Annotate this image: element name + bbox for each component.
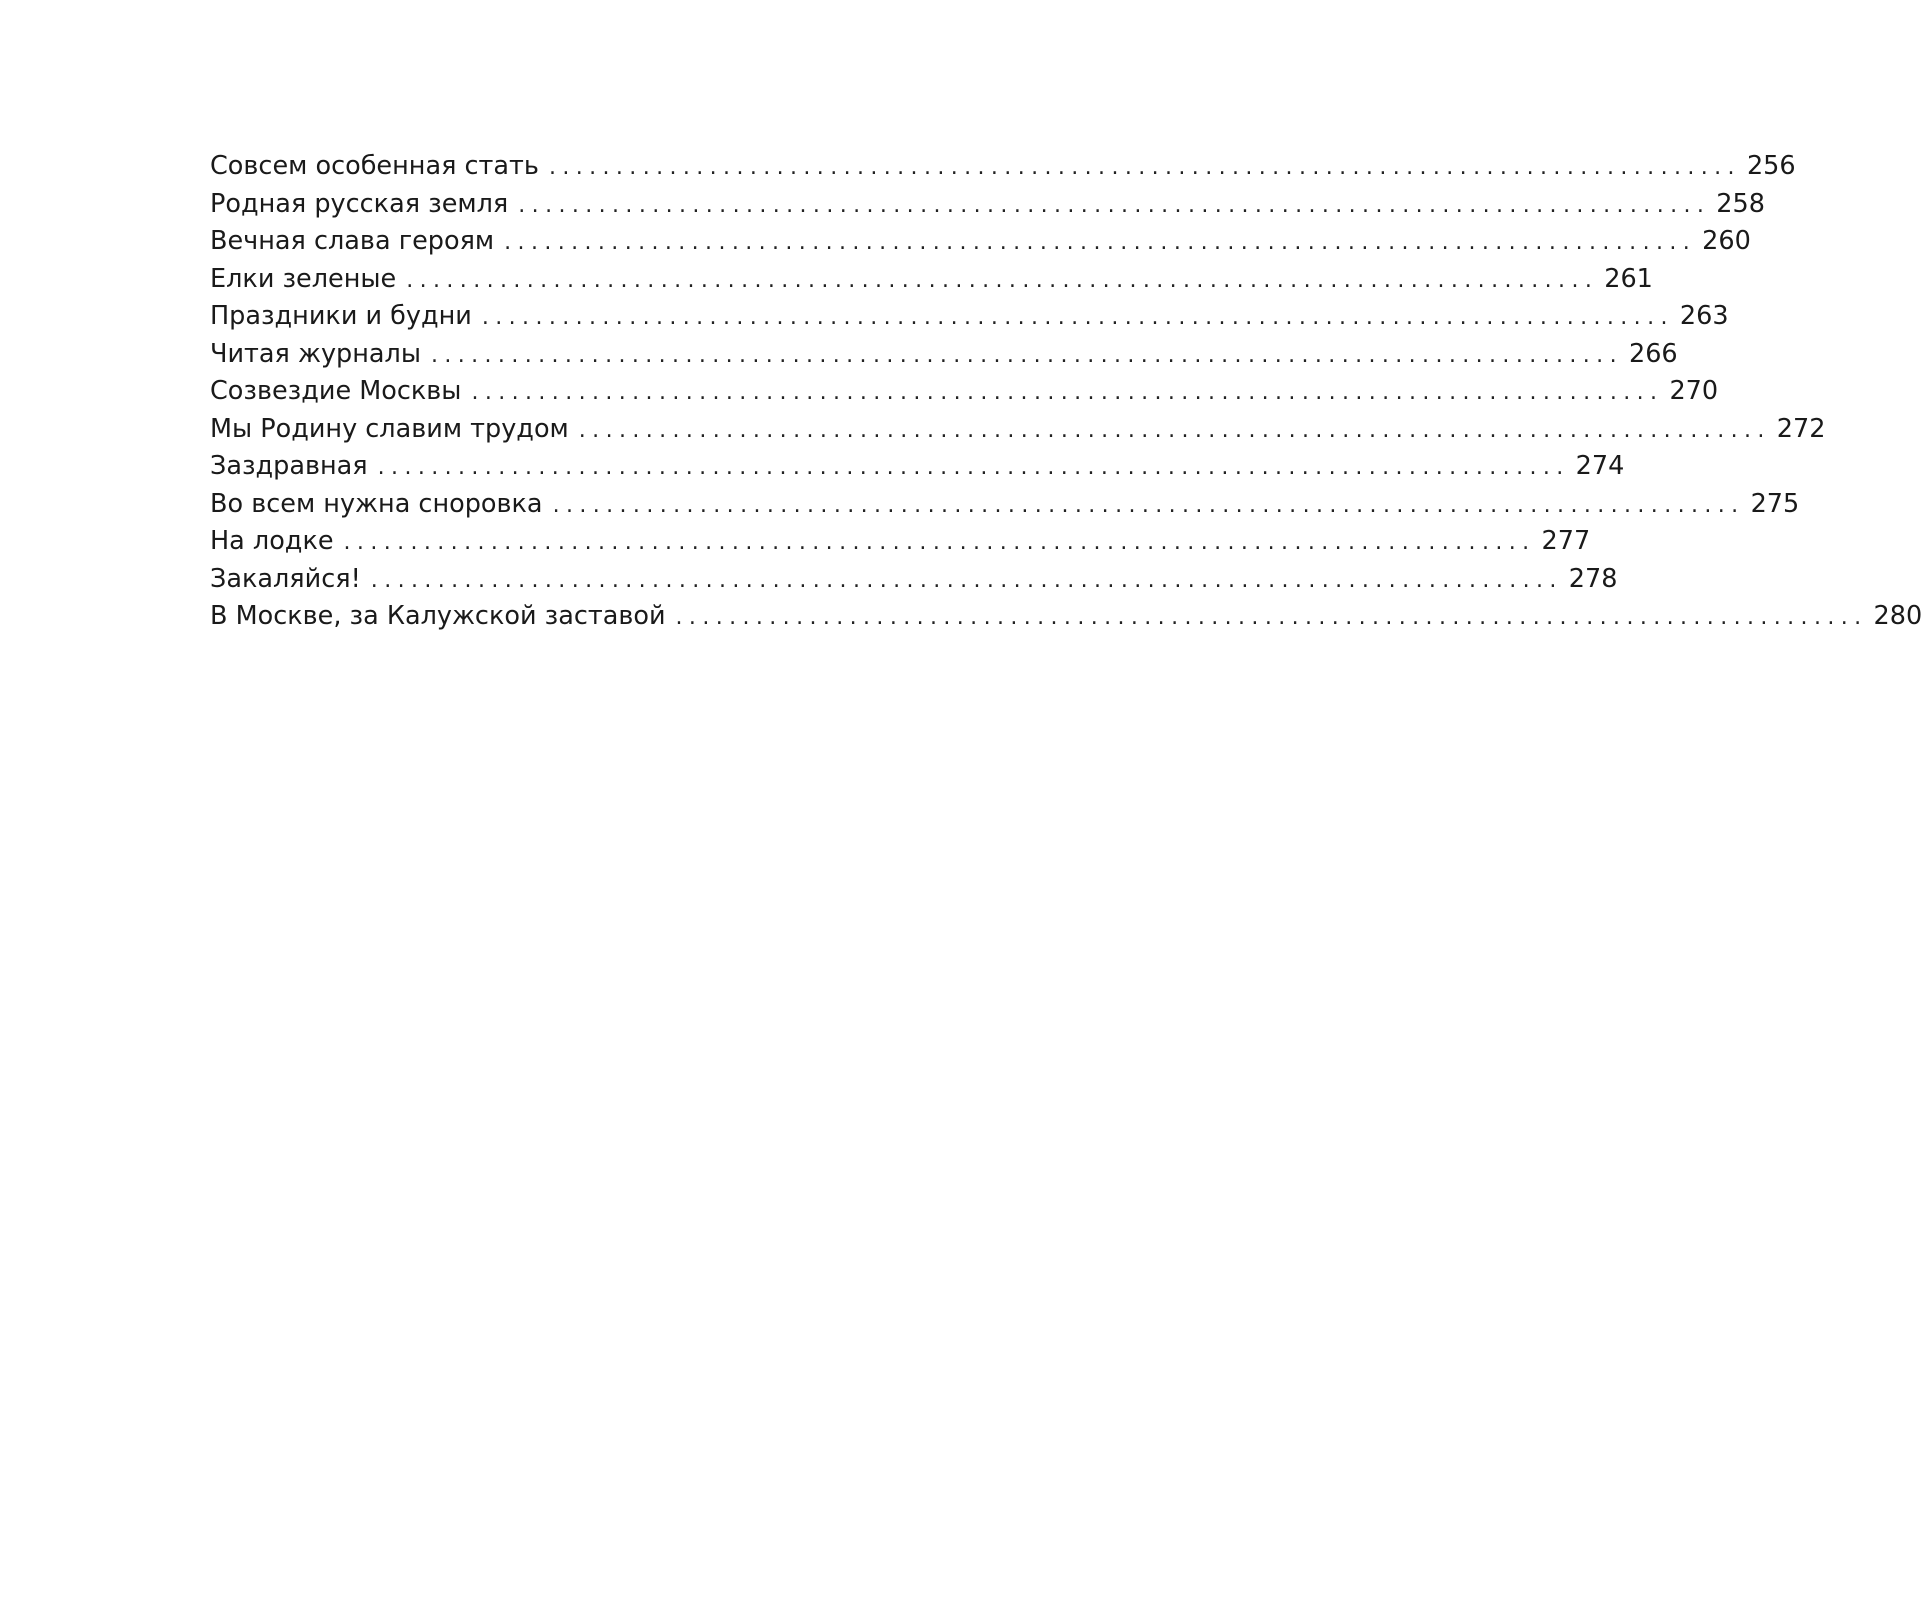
toc-entry[interactable] [210, 298, 1729, 336]
table-of-contents [210, 148, 1922, 636]
dot-leader: ......................................................................................... [343, 530, 1536, 555]
toc-entry-title: Родная русская земля [210, 188, 509, 219]
toc-entry-page: 261 [1604, 263, 1653, 294]
toc-entry-page: 277 [1541, 526, 1591, 556]
toc-entry-page: 258 [1716, 188, 1765, 219]
toc-entry[interactable] [210, 186, 1765, 224]
dot-leader: ......................................................................................... [578, 417, 1771, 443]
toc-entry-page: 274 [1575, 451, 1625, 481]
toc-entry[interactable] [210, 336, 1678, 374]
dot-leader: ......................................................................................... [471, 380, 1664, 405]
toc-entry-title: Елки зеленые [210, 263, 397, 294]
toc-entry[interactable] [210, 373, 1719, 411]
toc-entry-page: 266 [1628, 338, 1678, 369]
toc-entry-page: 260 [1702, 226, 1751, 256]
dot-leader: ......................................................................................... [430, 342, 1623, 368]
dot-leader: ......................................................................................... [548, 155, 1741, 180]
toc-entry[interactable] [210, 598, 1922, 636]
dot-leader: ......................................................................................... [377, 455, 1570, 480]
toc-entry-page: 256 [1746, 151, 1796, 181]
dot-leader: ......................................................................................... [518, 192, 1711, 218]
toc-entry-title: Совсем особенная стать [210, 151, 539, 181]
toc-entry[interactable] [210, 561, 1618, 599]
dot-leader: ......................................................................................... [481, 305, 1674, 330]
toc-entry[interactable] [210, 486, 1800, 524]
toc-entry-title: Закаляйся! [210, 563, 361, 594]
toc-entry-page: 263 [1679, 301, 1729, 331]
toc-entry-page: 280 [1873, 601, 1922, 631]
toc-entry-title: Заздравная [210, 451, 368, 481]
toc-entry[interactable] [210, 448, 1625, 486]
toc-entry-page: 275 [1750, 488, 1800, 519]
dot-leader: ......................................................................................... [370, 567, 1563, 593]
toc-entry-page: 270 [1669, 376, 1719, 406]
dot-leader: ......................................................................................... [406, 267, 1599, 293]
toc-entry-page: 272 [1776, 413, 1826, 444]
dot-leader: ......................................................................................... [675, 605, 1868, 630]
toc-entry-title: Мы Родину славим трудом [210, 413, 569, 444]
toc-entry[interactable] [210, 261, 1653, 299]
toc-entry-title: Читая журналы [210, 338, 421, 369]
toc-entry[interactable] [210, 523, 1591, 561]
toc-entry-title: На лодке [210, 526, 334, 556]
dot-leader: ......................................................................................... [504, 230, 1697, 255]
toc-entry-title: Вечная слава героям [210, 226, 495, 256]
toc-entry-page: 278 [1568, 563, 1618, 594]
toc-entry-title: Созвездие Москвы [210, 376, 462, 406]
toc-entry[interactable] [210, 148, 1796, 186]
toc-entry[interactable] [210, 411, 1826, 449]
toc-entry-title: Во всем нужна сноровка [210, 488, 543, 519]
toc-entry[interactable] [210, 223, 1751, 261]
toc-entry-title: Праздники и будни [210, 301, 472, 331]
toc-entry-title: В Москве, за Калужской заставой [210, 601, 666, 631]
dot-leader: ......................................................................................... [552, 492, 1745, 518]
